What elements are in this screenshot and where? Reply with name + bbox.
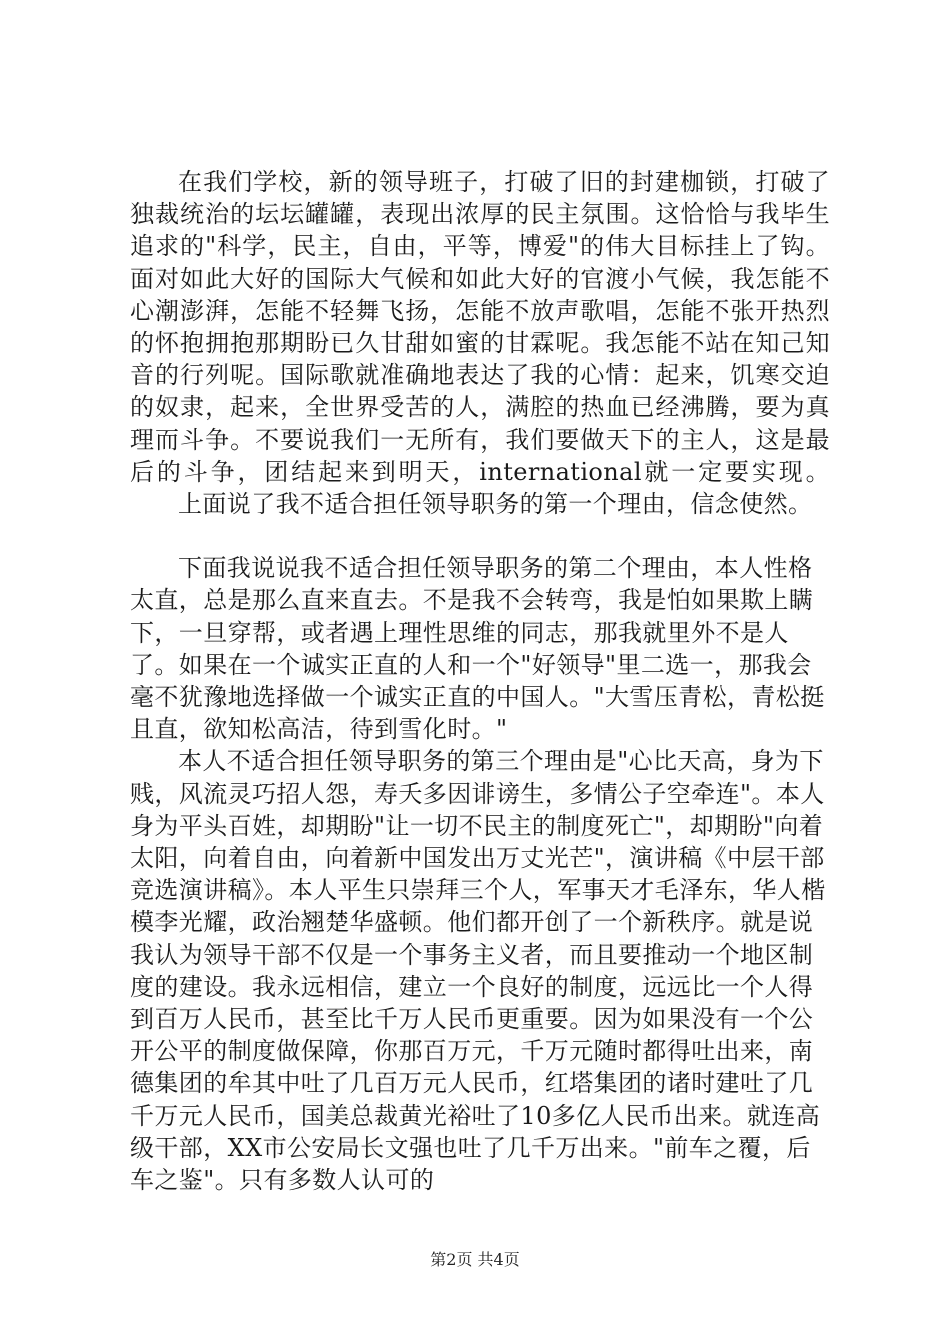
paragraph-2: 上面说了我不适合担任领导职务的第一个理由，信念使然。 bbox=[178, 490, 813, 519]
page-footer: 第2页 共4页 bbox=[430, 1250, 520, 1269]
paragraph-3: 下面我说说我不适合担任领导职务的第二个理由，本人性格太直，总是那么直来直去。不是我不会转弯，我是怕如果欺上瞒下，一旦穿帮，或者遇上理性思维的同志，那我就里外不是人了。如果在一个诚实正直的人和一个"好领导"里二选一，那我会毫不犹豫地选择做一个诚实正直的中国人。"大雪压青松，青松挺且直，欲知松高洁，待到雪化时。" bbox=[130, 554, 825, 744]
paragraph-gap bbox=[130, 520, 830, 552]
body-text bbox=[130, 166, 830, 1196]
paragraph-4: 本人不适合担任领导职务的第三个理由是"心比天高，身为下贱，风流灵巧招人怨，寿夭多因诽谤生，多情公子空牵连"。本人身为平头百姓，却期盼"让一切不民主的制度死亡"，却期盼"向着太阳，向着自由，向着新中国发出万丈光芒"，演讲稿《中层干部竞选演讲稿》。本人平生只崇拜三个人，军事天才毛泽东，华人楷模李光耀，政治翘楚华盛顿。他们都开创了一个新秩序。就是说我认为领导干部不仅是一个事务主义者，而且要推动一个地区制度的建设。我永远相信，建立一个良好的制度，远远比一个人得到百万人民币，甚至比千万人民币更重要。因为如果没有一个公开公平的制度做保障，你那百万元，千万元随时都得吐出来，南德集团的牟其中吐了几百万元人民币，红塔集团的诸时建吐了几千万元人民币，国美总裁黄光裕吐了10多亿人民币出来。就连高级干部，XX市公安局长文强也吐了几千万出来。"前车之覆，后车之鉴"。只有多数人认可的 bbox=[130, 747, 826, 1195]
paragraph-1: 在我们学校，新的领导班子，打破了旧的封建枷锁，打破了独裁统治的坛坛罐罐，表现出浓厚的民主氛围。这恰恰与我毕生追求的"科学，民主，自由，平等，博爱"的伟大目标挂上了钩。面对如此大好的国际大气候和如此大好的官渡小气候，我怎能不心潮澎湃，怎能不轻舞飞扬，怎能不放声歌唱，怎能不张开热烈的怀抱拥抱那期盼已久甘甜如蜜的甘霖呢。我怎能不站在知己知音的行列呢。国际歌就准确地表达了我的心情：起来，饥寒交迫的奴隶，起来，全世界受苦的人，满腔的热血已经沸腾，要为真理而斗争。不要说我们一无所有，我们要做天下的主人，这是最后的斗争，团结起来到明天，international就一定要实现。 bbox=[130, 168, 830, 486]
